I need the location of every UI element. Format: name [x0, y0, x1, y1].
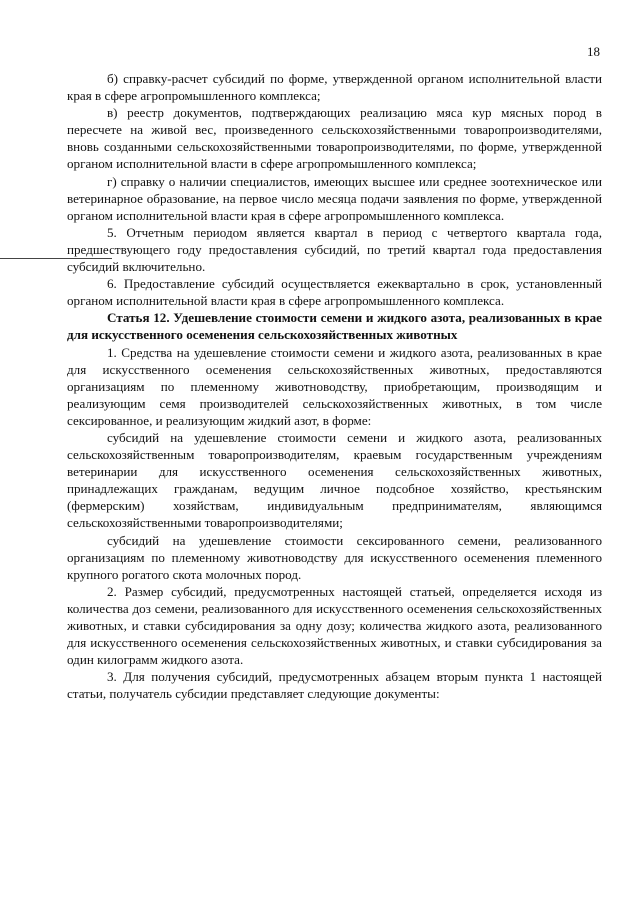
document-body: [67, 70, 602, 702]
paragraph-b: б) справку-расчет субсидий по форме, утвержденной органом исполнительной власти края в сфере агропромышленного комплекса;: [67, 71, 602, 104]
paragraph-6: 6. Предоставление субсидий осуществляется ежеквартально в срок, установленный органом исполнительной власти края в сфере агропромышленного комплекса.: [67, 276, 602, 309]
article-paragraph-subsidy-2: субсидий на удешевление стоимости сексированного семени, реализованного организациям по племенному животноводству для искусственного осеменения племенного крупного рогатого скота молочных пород.: [67, 532, 602, 582]
article-heading: Статья 12. Удешевление стоимости семени и жидкого азота, реализованных в крае для искусственного осеменения сельскохозяйственных животных: [67, 310, 602, 343]
article-paragraph-3: 3. Для получения субсидий, предусмотренных абзацем вторым пункта 1 настоящей статьи, получатель субсидии представляет следующие документы:: [67, 669, 602, 702]
paragraph-g: г) справку о наличии специалистов, имеющих высшее или среднее зоотехническое или ветеринарное образование, на первое число месяца подачи заявления по форме, утвержденной органом исполнительной власти края в сфере агропромышленного комплекса.: [67, 173, 602, 223]
paragraph-v: в) реестр документов, подтверждающих реализацию мяса кур мясных пород в пересчете на живой вес, произведенного сельскохозяйственными товаропроизводителями, вновь созданными сельскохозяйственными товаропроизводителями, по форме, утвержденной органом исполнительной власти в сфере агропромышленного комплекса;: [67, 105, 602, 172]
paragraph-5: 5. Отчетным периодом является квартал в период с четвертого квартала года, предшествующего году предоставления субсидий, по третий квартал года предоставления субсидий включительно.: [67, 224, 602, 275]
article-paragraph-2: 2. Размер субсидий, предусмотренных настоящей статьей, определяется исходя из количества доз семени, реализованного для искусственного осеменения сельскохозяйственных животных, и ставки субсидирования за одну дозу; количества жидкого азота, реализованного для искусственного осеменения сельскохозяйственных животных, и ставки субсидирования за один килограмм жидкого азота.: [67, 583, 602, 668]
article-paragraph-1: 1. Средства на удешевление стоимости семени и жидкого азота, реализованных в крае для искусственного осеменения сельскохозяйственных животных, предоставляются организациям по племенному животноводству, приобретающим, производящим и реализующим семя производителей сельскохозяйственных животных, в том числе сексированное, и реализующим жидкий азот, в форме:: [67, 344, 602, 428]
page-number: 18: [587, 44, 600, 59]
article-paragraph-subsidy-1: субсидий на удешевление стоимости семени и жидкого азота, реализованных сельскохозяйственным товаропроизводителям, краевым государственным учреждениям ветеринарии для искусственного осеменения сельскохозяйственных животных, принадлежащих гражданам, ведущим личное подсобное хозяйство, крестьянским (фермерским) хозяйствам, индивидуальным предпринимателям, являющимся сельскохозяйственными товаропроизводителями;: [67, 429, 602, 531]
